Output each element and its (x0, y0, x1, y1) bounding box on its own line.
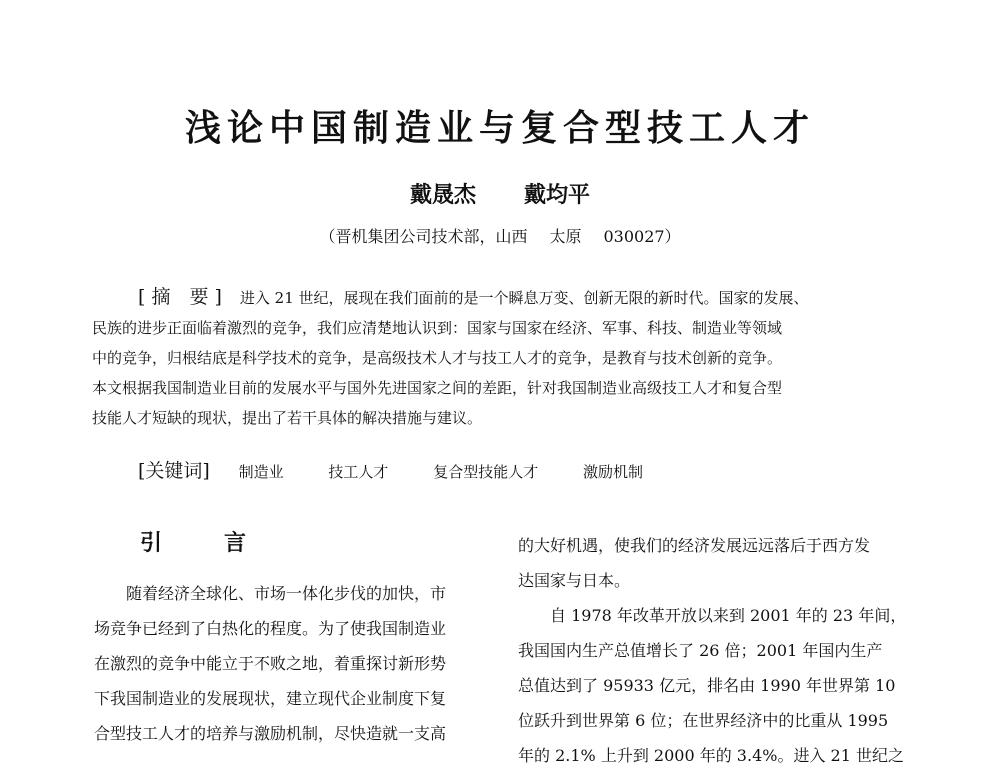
right-column (518, 528, 910, 773)
body-line: 达国家与日本。 (518, 571, 631, 590)
author-name: 戴均平 (524, 182, 591, 208)
keyword: 激励机制 (583, 463, 644, 481)
keywords-label: [关键词] (138, 460, 210, 482)
body-line: 位跃升到世界第 6 位；在世界经济中的比重从 1995 (518, 711, 889, 730)
abstract-line (92, 282, 910, 313)
abstract (92, 282, 910, 433)
abstract-line: 本文根据我国制造业目前的发展水平与国外先进国家之间的差距，针对我国制造业高级技工人才和复合型 (92, 379, 783, 397)
body-line: 总值达到了 95933 亿元，排名由 1990 年世界第 10 (518, 676, 896, 695)
body-line: 下我国制造业的发展现状，建立现代企业制度下复 (94, 689, 447, 708)
keyword: 制造业 (238, 463, 284, 481)
keywords (138, 456, 683, 483)
keyword: 技工人才 (328, 463, 389, 481)
abstract-line: 民族的进步正面临着激烈的竞争，我们应清楚地认识到：国家与国家在经济、军事、科技、制造业等领域 (92, 319, 783, 337)
author-name: 戴晟杰 (409, 182, 476, 208)
affiliation (0, 224, 1000, 247)
body-line: 合型技工人才的培养与激励机制，尽快造就一支高 (94, 724, 447, 743)
affiliation-org: （晋机集团公司技术部，山西 (319, 227, 528, 246)
body-line: 在激烈的竞争中能立于不败之地，着重探讨新形势 (94, 654, 447, 673)
body-line: 随着经济全球化、市场一体化步伐的加快，市 (126, 584, 447, 603)
abstract-line: 中的竞争，归根结底是科学技术的竞争，是高级技术人才与技工人才的竞争，是教育与技术创新的竞争。 (92, 349, 783, 367)
body-line: 自 1978 年改革开放以来到 2001 年的 23 年间， (550, 606, 907, 625)
affiliation-city: 太原 (549, 227, 582, 246)
paper-title: 浅论中国制造业与复合型技工人才 (184, 107, 815, 149)
body-line: 场竞争已经到了白热化的程度。为了使我国制造业 (94, 619, 447, 638)
affiliation-zip: 030027） (603, 227, 681, 246)
keyword: 复合型技能人才 (433, 463, 539, 481)
abstract-line: 技能人才短缺的现状，提出了若干具体的解决措施与建议。 (92, 409, 483, 427)
author-list (0, 178, 1000, 209)
abstract-label: [ 摘 要 ] (138, 286, 222, 308)
left-column (94, 528, 486, 751)
section-heading: 引 言 (140, 530, 267, 556)
abstract-text: 进入 21 世纪，展现在我们面前的是一个瞬息万变、创新无限的新时代。国家的发展、 (239, 289, 809, 307)
body-line: 我国国内生产总值增长了 26 倍；2001 年国内生产 (518, 641, 883, 660)
body-line: 的大好机遇，使我们的经济发展远远落后于西方发 (518, 536, 871, 555)
body-line: 年的 2.1% 上升到 2000 年的 3.4%。进入 21 世纪之 (518, 746, 904, 765)
